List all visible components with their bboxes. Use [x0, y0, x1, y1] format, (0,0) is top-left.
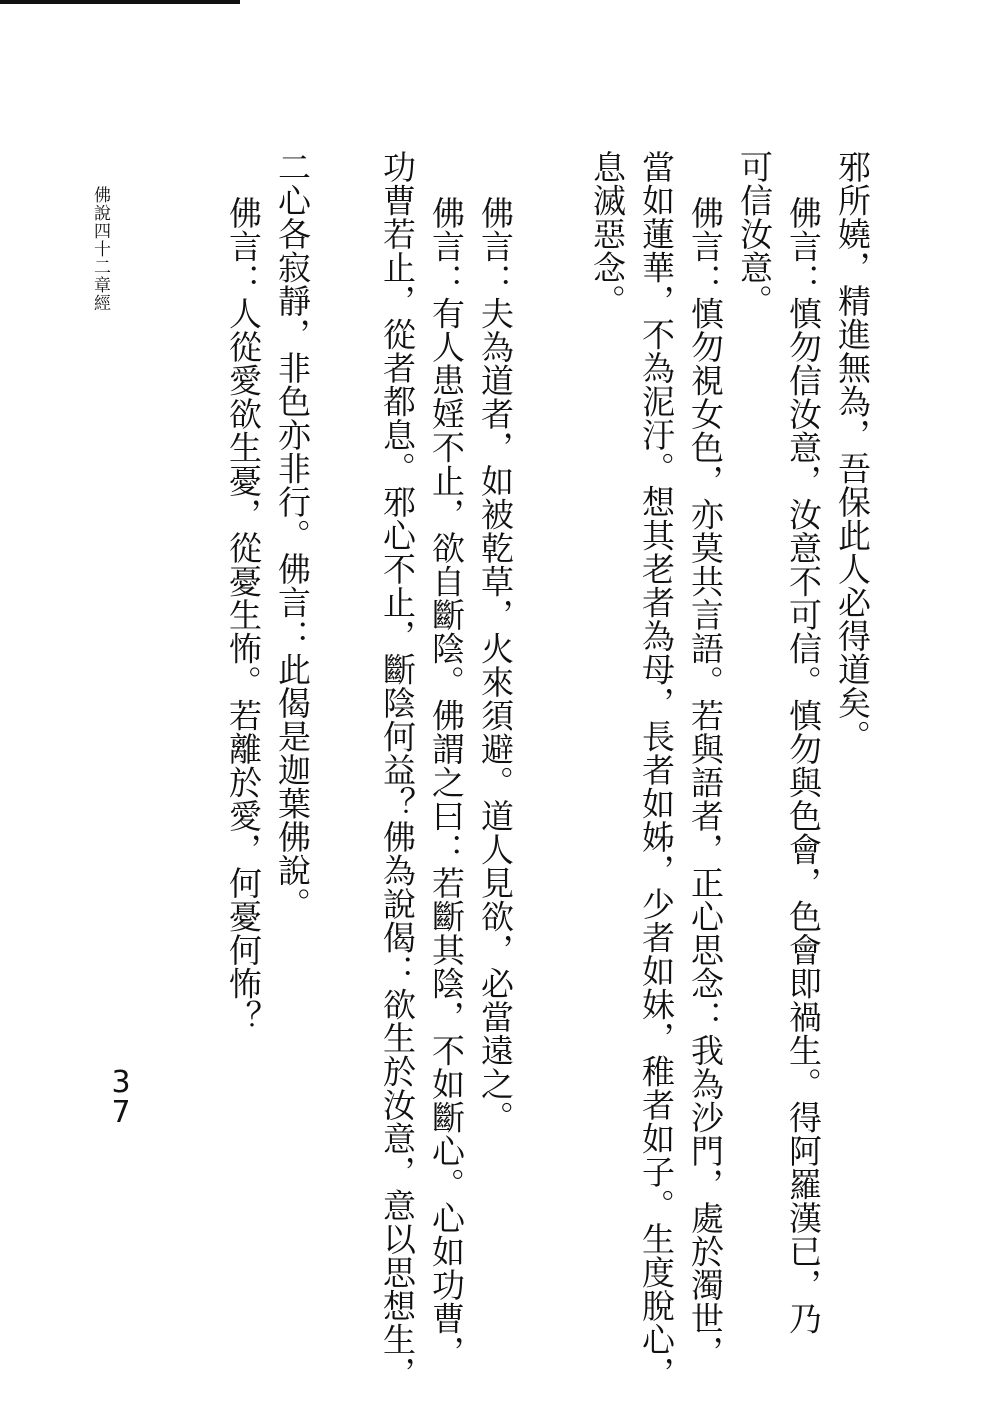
text-column-3: 可信汝意。	[735, 150, 774, 318]
text-column-6: 息滅惡念。	[588, 150, 627, 318]
running-title: 佛說四十二章經	[90, 186, 110, 312]
text-column-4: 佛言：慎勿視女色，亦莫共言語。若與語者，正心思念：我為沙門，處於濁世，	[686, 196, 725, 1369]
text-column-11: 佛言：人從愛欲生憂，從憂生怖。若離於愛，何憂何怖？	[224, 196, 263, 1034]
text-column-1: 邪所嬈，精進無為，吾保此人必得道矣。	[833, 150, 872, 753]
text-column-2: 佛言：慎勿信汝意，汝意不可信。慎勿與色會，色會即禍生。得阿羅漢已，乃	[784, 196, 823, 1335]
text-column-5: 當如蓮華，不為泥汙。想其老者為母，長者如姊，少者如妹，稚者如子。生度脫心，	[637, 150, 676, 1390]
text-column-7: 佛言：夫為道者，如被乾草，火來須避。道人見欲，必當遠之。	[476, 196, 515, 1134]
text-column-8: 佛言：有人患婬不止，欲自斷陰。佛謂之曰：若斷其陰，不如斷心。心如功曹，	[427, 196, 466, 1369]
top-rule	[0, 0, 240, 4]
text-column-9: 功曹若止，從者都息。邪心不止，斷陰何益？佛為說偈：欲生於汝意，意以思想生，	[378, 150, 417, 1390]
page-number: 37	[111, 1065, 131, 1130]
text-column-10: 二心各寂靜，非色亦非行。佛言：此偈是迦葉佛說。	[273, 150, 312, 921]
